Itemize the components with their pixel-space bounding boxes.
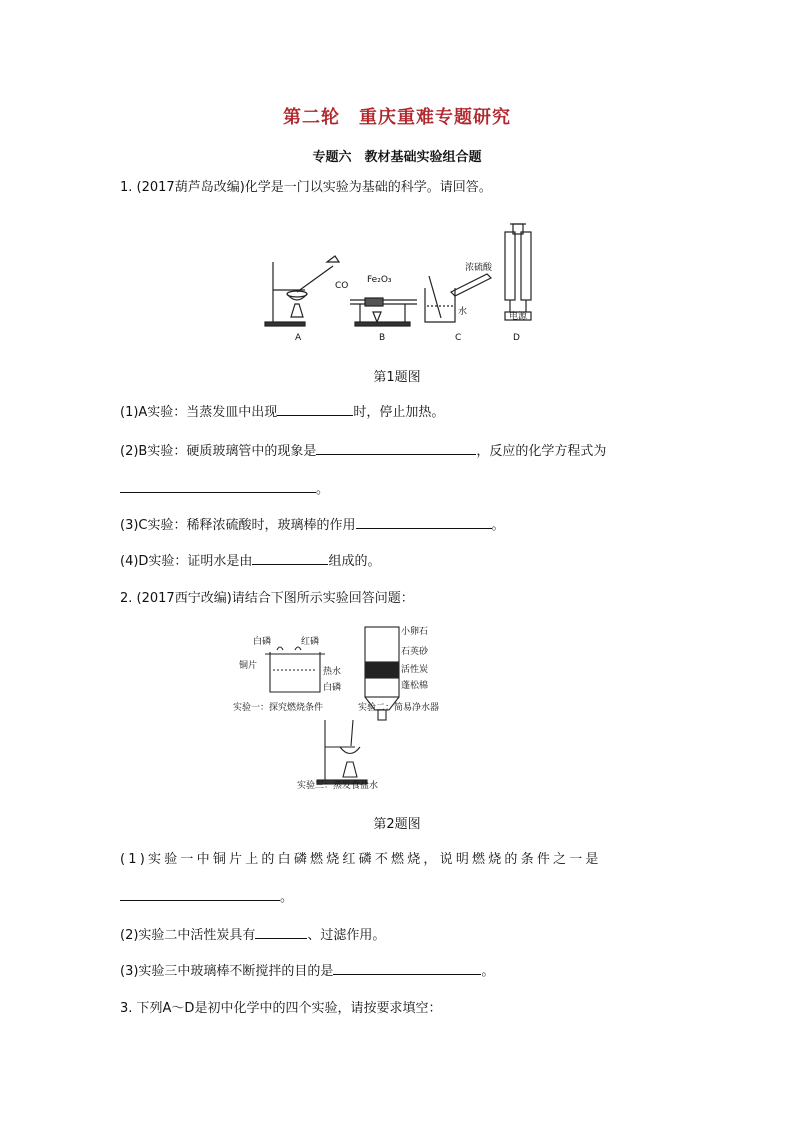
answer-blank[interactable]	[255, 925, 307, 939]
label-cotton: 蓬松棉	[401, 681, 429, 691]
label-red-p: 红磷	[301, 637, 320, 647]
q1-1-text-a: (1)A实验：当蒸发皿中出现	[120, 405, 278, 420]
question-2-part-1-line2	[120, 887, 293, 908]
figure-2	[225, 622, 465, 794]
label-pebble: 小卵石	[401, 627, 429, 637]
page-subtitle: 专题六 教材基础实验组合题	[312, 150, 482, 165]
question-2-part-2	[120, 925, 385, 946]
label-power: 电源	[509, 312, 528, 322]
label-water: 水	[458, 307, 468, 317]
label-exp1: 实验一：探究燃烧条件	[233, 703, 324, 713]
q2-3-text-a: (3)实验三中玻璃棒不断搅拌的目的是	[120, 964, 334, 979]
answer-blank[interactable]	[120, 479, 316, 493]
q2-2-text-b: 、过滤作用。	[307, 928, 386, 943]
answer-blank[interactable]	[252, 551, 328, 565]
label-sand: 石英砂	[401, 647, 429, 657]
figure-1	[255, 222, 545, 347]
label-carbon: 活性炭	[401, 665, 429, 675]
label-acid: 浓硫酸	[465, 263, 493, 273]
question-2-stem: 2. (2017西宁改编)请结合下图所示实验回答问题：	[120, 591, 414, 606]
apparatus-b-reduction	[350, 298, 417, 326]
label-d: D	[513, 333, 520, 343]
label-white-p: 白磷	[253, 637, 272, 647]
q1-4-text-a: (4)D实验：证明水是由	[120, 554, 253, 569]
label-white-p-2: 白磷	[323, 683, 342, 693]
q2-1-text-b: 。	[280, 890, 294, 905]
label-b: B	[379, 333, 386, 343]
question-1-stem: 1. (2017葫芦岛改编)化学是一门以实验为基础的科学。请回答。	[120, 180, 492, 195]
label-exp2: 实验二：简易净水器	[358, 703, 440, 713]
question-1-part-1	[120, 402, 444, 423]
apparatus-combustion	[265, 647, 325, 692]
answer-blank[interactable]	[120, 887, 280, 901]
apparatus-evaporation	[317, 720, 367, 784]
label-exp3: 实验三：蒸发食盐水	[297, 781, 379, 791]
question-1-part-2	[120, 441, 606, 462]
label-a: A	[295, 333, 302, 343]
apparatus-d-electrolysis	[505, 224, 531, 320]
question-3-stem: 3. 下列A～D是初中化学中的四个实验，请按要求填空：	[120, 1001, 442, 1016]
label-fe2o3: Fe₂O₃	[367, 275, 392, 285]
q1-3-text-b: 。	[491, 518, 505, 533]
answer-blank[interactable]	[333, 961, 481, 975]
question-2-part-1: (1)实验一中铜片上的白磷燃烧红磷不燃烧，说明燃烧的条件之一是	[120, 852, 602, 867]
answer-blank[interactable]	[277, 402, 353, 416]
q1-2-text-a: (2)B实验：硬质玻璃管中的现象是	[120, 444, 317, 459]
q1-2-text-b: ，反应的化学方程式为	[476, 444, 607, 459]
label-c: C	[455, 333, 462, 343]
q2-2-text-a: (2)实验二中活性炭具有	[120, 928, 256, 943]
apparatus-a-evaporation	[265, 256, 339, 326]
label-hot-water: 热水	[323, 667, 342, 677]
question-1-part-4	[120, 551, 380, 572]
question-1-part-3	[120, 515, 505, 536]
figure-2-caption: 第2题图	[373, 817, 421, 832]
label-co: CO	[335, 281, 349, 291]
q1-3-text-a: (3)C实验：稀释浓硫酸时，玻璃棒的作用	[120, 518, 356, 533]
answer-blank[interactable]	[356, 515, 492, 529]
figure-1-caption: 第1题图	[373, 370, 421, 385]
q2-3-text-b: 。	[481, 964, 495, 979]
q1-1-text-b: 时，停止加热。	[353, 405, 445, 420]
question-2-part-3	[120, 961, 494, 982]
label-copper: 铜片	[239, 661, 258, 671]
answer-blank[interactable]	[316, 441, 476, 455]
question-1-part-2-line2	[120, 479, 329, 500]
q1-2-text-c: 。	[316, 482, 330, 497]
page-title: 第二轮 重庆重难专题研究	[283, 107, 511, 128]
q1-4-text-b: 组成的。	[328, 554, 381, 569]
